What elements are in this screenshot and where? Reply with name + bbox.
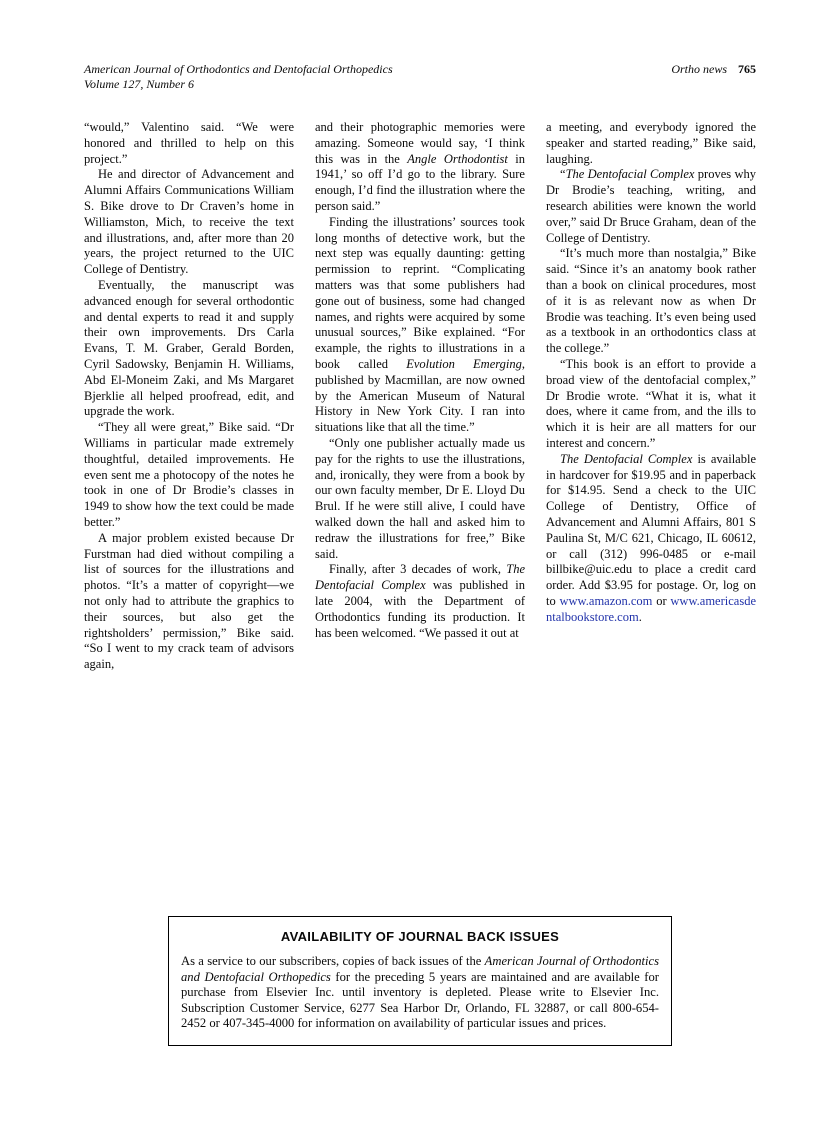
text-run: Finally, after 3 decades of work, — [329, 562, 507, 577]
text-run: Finding the illustrations’ sources took long months of detective work, but the next step was equally daunting: getting permission to reprint. “Complicating matters was that some publishers had gone out of business, some had changed names, and rights were acquired by some unusual sources,” Bike explained. “For example, the rights to illustrations in a book called — [315, 214, 525, 371]
text-run: proves why Dr Brodie’s teaching, writing, and research abilities were known the world over,” said Dr Bruce Graham, dean of the College of Dentistry. — [546, 167, 756, 245]
paragraph — [84, 278, 294, 420]
back-issues-body — [181, 954, 659, 1032]
paragraph — [546, 120, 756, 167]
text-run: for the preceding 5 years are maintained and are available for purchase from Elsevier Inc. until inventory is depleted. Please write to Elsevier Inc. Subscription Customer Service, 6277 Sea Harbor Dr, Orlando, FL 32887, or call 800-654-2452 or 407-345-4000 for information on availability of particular issues and prices. — [181, 969, 659, 1031]
text-run: “would,” Valentino said. “We were honored and thrilled to help on this project.” — [84, 120, 294, 166]
text-run: in 1941,’ so off I’d go to the library. Sure enough, I’d find the illustration where the person said.” — [315, 151, 525, 213]
paragraph — [181, 954, 659, 1032]
paragraph — [315, 120, 525, 215]
text-run: a meeting, and everybody ignored the speaker and started reading,” Bike said, laughing. — [546, 120, 756, 166]
page-header — [84, 62, 756, 92]
back-issues-box — [168, 916, 672, 1046]
italic-text: The Dentofacial Complex — [315, 562, 525, 593]
text-run: “It’s much more than nostalgia,” Bike said. “Since it’s an anatomy book rather than a book on clinical procedures, most of it is as relevant now as when Dr Brodie was teaching. It’s even being used as a textbook in an orthodontics class at the college.” — [546, 246, 756, 356]
back-issues-title: AVAILABILITY OF JOURNAL BACK ISSUES — [280, 929, 560, 944]
volume-number-line: Volume 127, Number 6 — [84, 77, 194, 91]
hyperlink[interactable]: www.americasdentalbookstore.com — [546, 593, 756, 624]
text-run: and their photographic memories were amazing. Someone would say, ‘I think this was in the — [315, 120, 525, 166]
text-run: is available in hardcover for $19.95 and in paperback for $14.95. Send a check to the UIC College of Dentistry, Office of Advancement and Alumni Affairs, 801 S Paulina St, M/C 621, Chicago, IL 60612, or call (312) 996-0485 or e-mail billbike@uic.edu to place a credit card order. Add $3.95 for postage. Or, log on to — [546, 451, 756, 608]
text-column-3 — [546, 120, 756, 673]
italic-text: Evolution Emerging — [406, 356, 522, 371]
header-left — [84, 62, 393, 92]
italic-text: Angle Orthodontist — [407, 151, 508, 166]
text-run: was published in late 2004, with the Department of Orthodontics funding its production. It has been welcomed. “We passed it out at — [315, 578, 525, 640]
paragraph — [315, 562, 525, 641]
paragraph — [84, 420, 294, 531]
text-column-1 — [84, 120, 294, 673]
paragraph — [546, 357, 756, 452]
italic-text: The Dentofacial Complex — [560, 451, 693, 466]
page-number: 765 — [738, 62, 756, 76]
italic-text: American Journal of Orthodontics and Dentofacial Orthopedics — [181, 954, 659, 984]
text-run: A major problem existed because Dr Furstman had died without compiling a list of sources for the illustrations and photos. “It’s a matter of copyright—we not only had to attribute the graphics to their sources, but also get the rightsholders’ permission,” Bike said. “So I went to my crack team of advisors again, — [84, 530, 294, 672]
paragraph — [546, 246, 756, 357]
text-run: or — [652, 593, 671, 608]
text-run: “ — [560, 167, 566, 182]
article-body — [84, 120, 756, 673]
text-run: “Only one publisher actually made us pay for the rights to use the illustrations, and, ironically, they were from a book by our own faculty member, Dr E. Lloyd Du Brul. If he were still alive, I could have walked down the hall and asked him to redraw the illustrations for free,” Bike said. — [315, 435, 525, 561]
paragraph — [84, 531, 294, 673]
header-right — [671, 62, 756, 77]
section-label: Ortho news — [671, 62, 727, 76]
text-run: Eventually, the manuscript was advanced enough for several orthodontic and dental experts to read it and supply their own improvements. Drs Carla Evans, T. M. Graber, Gerald Borden, Cyril Sadowsky, Benjamin H. Williams, Abd El-Moneim Zaki, and Ms Margaret Bjerklie all helped proofread, edit, and upgrade the work. — [84, 277, 294, 419]
text-run: “They all were great,” Bike said. “Dr Williams in particular made extremely thoughtful, detailed improvements. He even sent me a photocopy of the notes he took in one of Dr Brodie’s classes in 1949 to show how the text could be made better.” — [84, 420, 294, 529]
text-column-2 — [315, 120, 525, 673]
text-run: , published by Macmillan, are now owned by the American Museum of Natural History in New York City. I ran into situations like that all the time.” — [315, 356, 526, 435]
paragraph — [315, 215, 525, 436]
hyperlink[interactable]: www.amazon.com — [559, 593, 653, 608]
text-run: As a service to our subscribers, copies of back issues of the — [181, 954, 485, 968]
paragraph — [84, 120, 294, 167]
paragraph — [84, 167, 294, 278]
text-run: . — [638, 609, 642, 624]
text-run: He and director of Advancement and Alumni Affairs Communications William S. Bike drove to Dr Craven’s home in Williamston, Mich, to receive the text and illustrations, and, after more than 20 years, the project returned to the UIC College of Dentistry. — [84, 167, 294, 277]
text-run: “This book is an effort to provide a broad view of the dentofacial complex,” Dr Brodie wrote. “What it is, what it does, where it came from, and the ills to which it is heir are all matters for our interest and concern.” — [546, 356, 756, 450]
journal-title: American Journal of Orthodontics and Dentofacial Orthopedics — [84, 62, 393, 76]
paragraph — [546, 452, 756, 626]
italic-text: The Dentofacial Complex — [565, 167, 695, 182]
paragraph — [546, 167, 756, 246]
paragraph — [315, 436, 525, 562]
